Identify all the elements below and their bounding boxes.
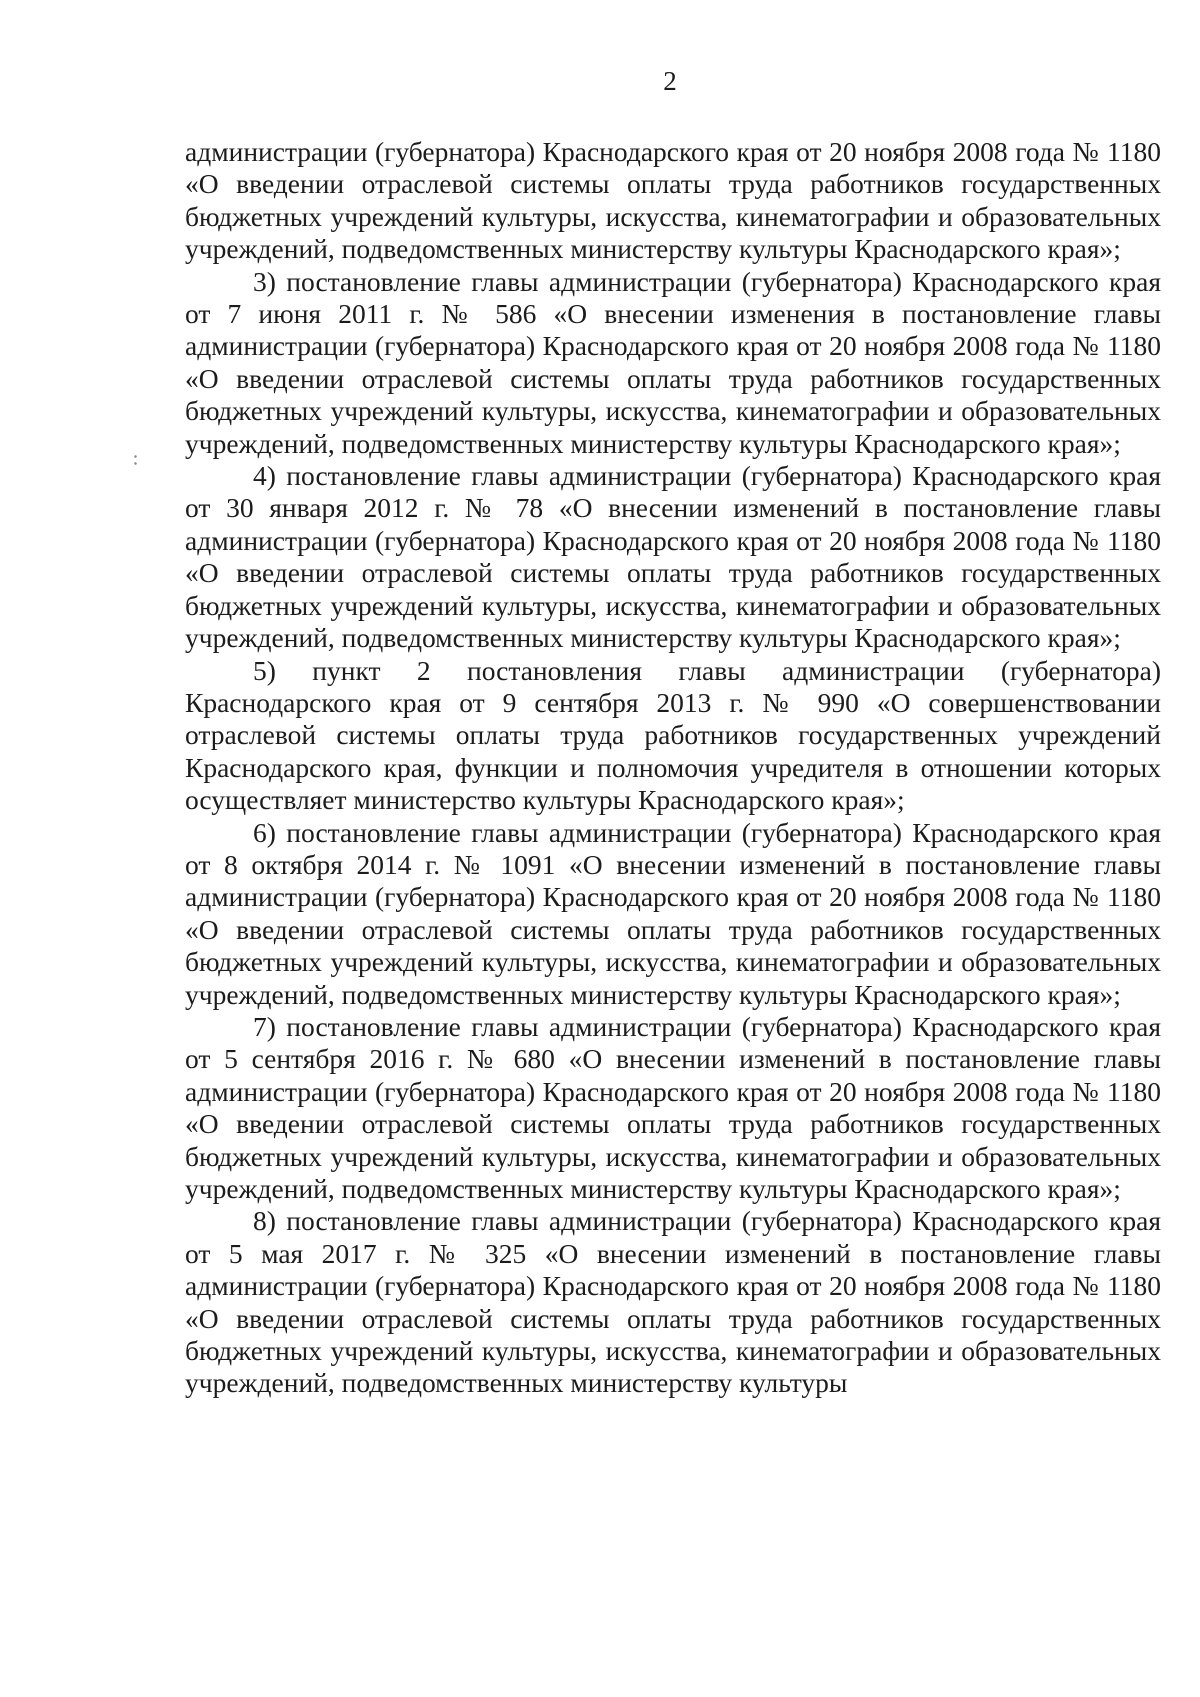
list-item-3: 3) постановление главы администрации (губернатора) Краснодарского края от 7 июня 2011 г. № 586 «О внесении изменения в постановление главы администрации (губернатора) Краснодарского края от 20 ноября 2008 года № 1180 «О введении отраслевой системы оплаты труда работников государственных бюджетных учреждений культуры, искусства, кинематографии и образовательных учреждений, подведомственных министерству культуры Краснодарского края»; [185,265,1161,459]
list-item-7: 7) постановление главы администрации (губернатора) Краснодарского края от 5 сентября 2016 г. № 680 «О внесении изменений в постановление главы администрации (губернатора) Краснодарского края от 20 ноября 2008 года № 1180 «О введении отраслевой системы оплаты труда работников государственных бюджетных учреждений культуры, искусства, кинематографии и образовательных учреждений, подведомственных министерству культуры Краснодарского края»; [185,1010,1161,1204]
list-item-8: 8) постановление главы администрации (губернатора) Краснодарского края от 5 мая 2017 г. № 325 «О внесении изменений в постановление главы администрации (губернатора) Краснодарского края от 20 ноября 2008 года № 1180 «О введении отраслевой системы оплаты труда работников государственных бюджетных учреждений культуры, искусства, кинематографии и образовательных учреждений, подведомственных министерству культуры [185,1205,1161,1399]
list-item-5: 5) пункт 2 постановления главы администрации (губернатора) Краснодарского края от 9 сентября 2013 г. № 990 «О совершенствовании отраслевой системы оплаты труда работников государственных учреждений Краснодарского края, функции и полномочия учредителя в отношении которых осуществляет министерство культуры Краснодарского края»; [185,654,1161,816]
scan-margin-mark [134,453,137,467]
document-body [185,136,1161,1400]
lead-paragraph: администрации (губернатора) Краснодарского края от 20 ноября 2008 года № 1180 «О введении отраслевой системы оплаты труда работников государственных бюджетных учреждений культуры, искусства, кинематографии и образовательных учреждений, подведомственных министерству культуры Краснодарского края»; [185,136,1161,265]
list-item-6: 6) постановление главы администрации (губернатора) Краснодарского края от 8 октября 2014 г. № 1091 «О внесении изменений в постановление главы администрации (губернатора) Краснодарского края от 20 ноября 2008 года № 1180 «О введении отраслевой системы оплаты труда работников государственных бюджетных учреждений культуры, искусства, кинематографии и образовательных учреждений, подведомственных министерству культуры Краснодарского края»; [185,816,1161,1010]
list-item-4: 4) постановление главы администрации (губернатора) Краснодарского края от 30 января 2012 г. № 78 «О внесении изменений в постановление главы администрации (губернатора) Краснодарского края от 20 ноября 2008 года № 1180 «О введении отраслевой системы оплаты труда работников государственных бюджетных учреждений культуры, искусства, кинематографии и образовательных учреждений, подведомственных министерству культуры Краснодарского края»; [185,460,1161,654]
page-number: 2 [663,66,677,96]
